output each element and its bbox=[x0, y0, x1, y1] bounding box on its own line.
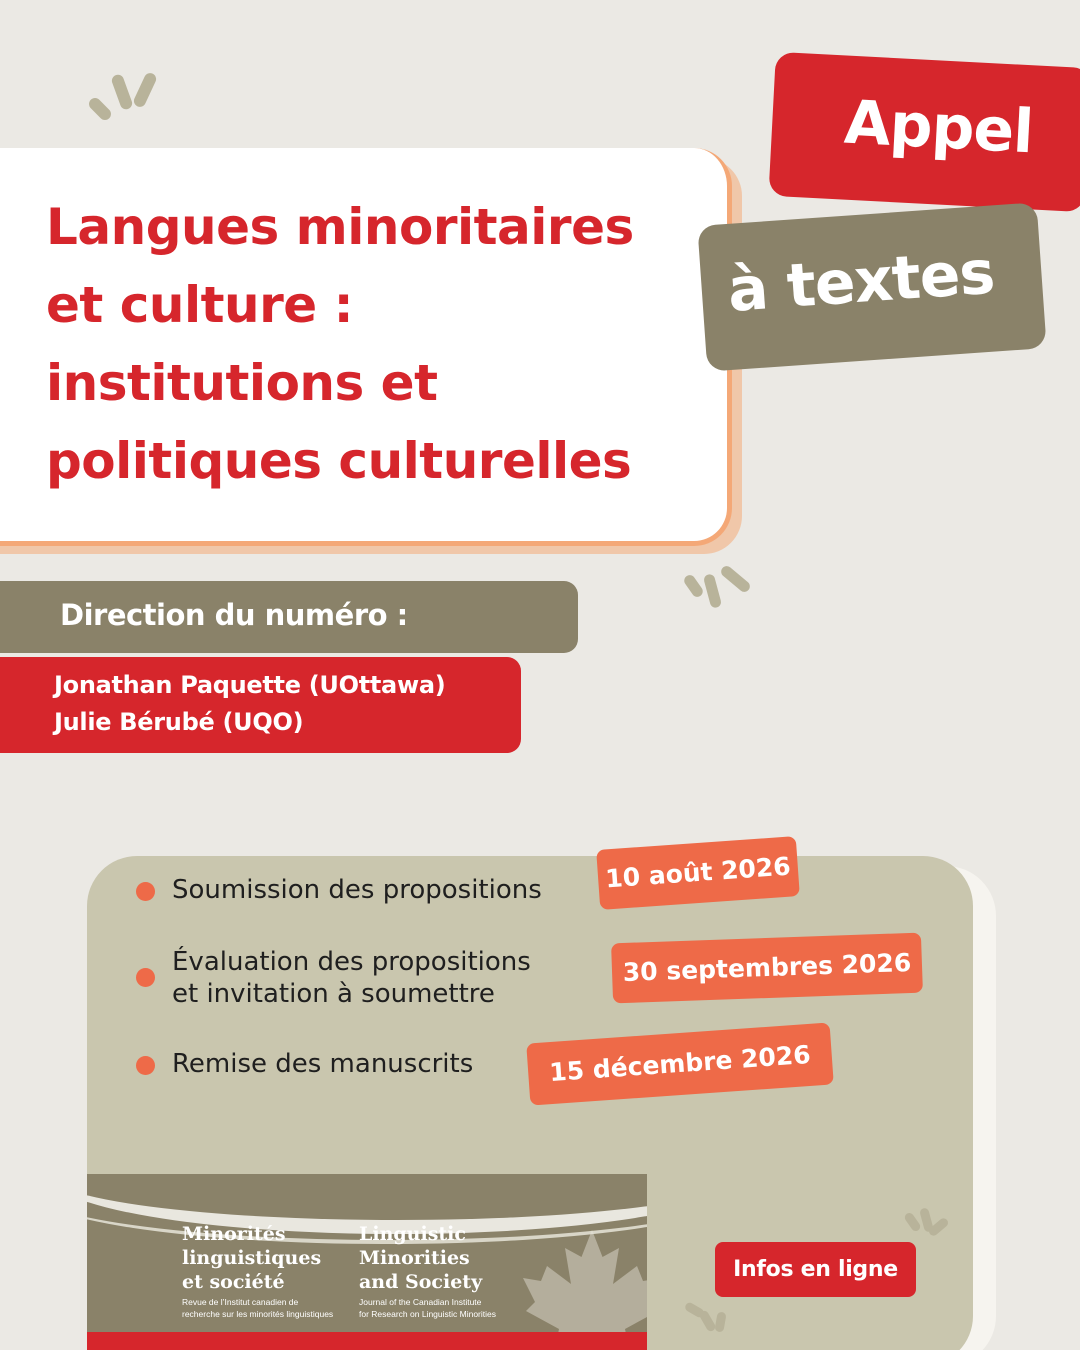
direction-bar bbox=[0, 581, 578, 653]
textes-label: à textes bbox=[725, 237, 997, 326]
timeline-step bbox=[172, 946, 531, 1010]
journal-subtitle-fr bbox=[182, 1296, 333, 1320]
journal-sub-line: Journal of the Canadian Institute bbox=[359, 1297, 482, 1307]
title-line: et culture : bbox=[46, 276, 354, 334]
title-line: institutions et bbox=[46, 354, 438, 412]
appel-label: Appel bbox=[842, 87, 1035, 168]
journal-title-line: et société bbox=[182, 1271, 285, 1293]
title-line: politiques culturelles bbox=[46, 432, 632, 490]
step-text: Remise des manuscrits bbox=[172, 1049, 474, 1079]
journal-logo-banner bbox=[87, 1174, 647, 1350]
journal-title-en bbox=[359, 1222, 482, 1294]
journal-title-line: and Society bbox=[359, 1271, 483, 1293]
timeline-step bbox=[172, 874, 542, 906]
journal-sub-line: Revue de l’Institut canadien de bbox=[182, 1297, 299, 1307]
step-text: Évaluation des propositions bbox=[172, 947, 531, 977]
step-text: Soumission des propositions bbox=[172, 875, 542, 905]
journal-title-line: linguistiques bbox=[182, 1247, 322, 1269]
timeline-step bbox=[172, 1048, 473, 1080]
journal-sub-line: recherche sur les minorités linguistiques bbox=[182, 1309, 334, 1319]
appel-badge bbox=[768, 52, 1080, 212]
page-title bbox=[46, 188, 696, 500]
editors-bar bbox=[0, 657, 521, 753]
bullet-icon bbox=[136, 1056, 155, 1075]
textes-badge bbox=[697, 202, 1046, 371]
step-text: et invitation à soumettre bbox=[172, 979, 495, 1009]
bullet-icon bbox=[136, 968, 155, 987]
date-badge: 15 décembre 2026 bbox=[526, 1022, 834, 1105]
journal-title-line: Linguistic bbox=[359, 1223, 466, 1245]
direction-label: Direction du numéro : bbox=[60, 598, 408, 632]
title-line: Langues minoritaires bbox=[46, 198, 634, 256]
date-badge: 10 août 2026 bbox=[596, 836, 800, 910]
journal-subtitle-en bbox=[359, 1296, 496, 1320]
journal-title-line: Minorités bbox=[182, 1223, 286, 1245]
bullet-icon bbox=[136, 882, 155, 901]
journal-sub-line: for Research on Linguistic Minorities bbox=[359, 1309, 497, 1319]
infos-en-ligne-button[interactable]: Infos en ligne bbox=[715, 1242, 916, 1297]
journal-title-fr bbox=[182, 1222, 321, 1294]
journal-title-line: Minorities bbox=[359, 1247, 470, 1269]
journal-red-bar bbox=[87, 1332, 647, 1350]
editor-name: Julie Bérubé (UQO) bbox=[54, 708, 304, 736]
date-badge: 30 septembres 2026 bbox=[611, 933, 923, 1004]
editor-name: Jonathan Paquette (UOttawa) bbox=[54, 671, 446, 699]
